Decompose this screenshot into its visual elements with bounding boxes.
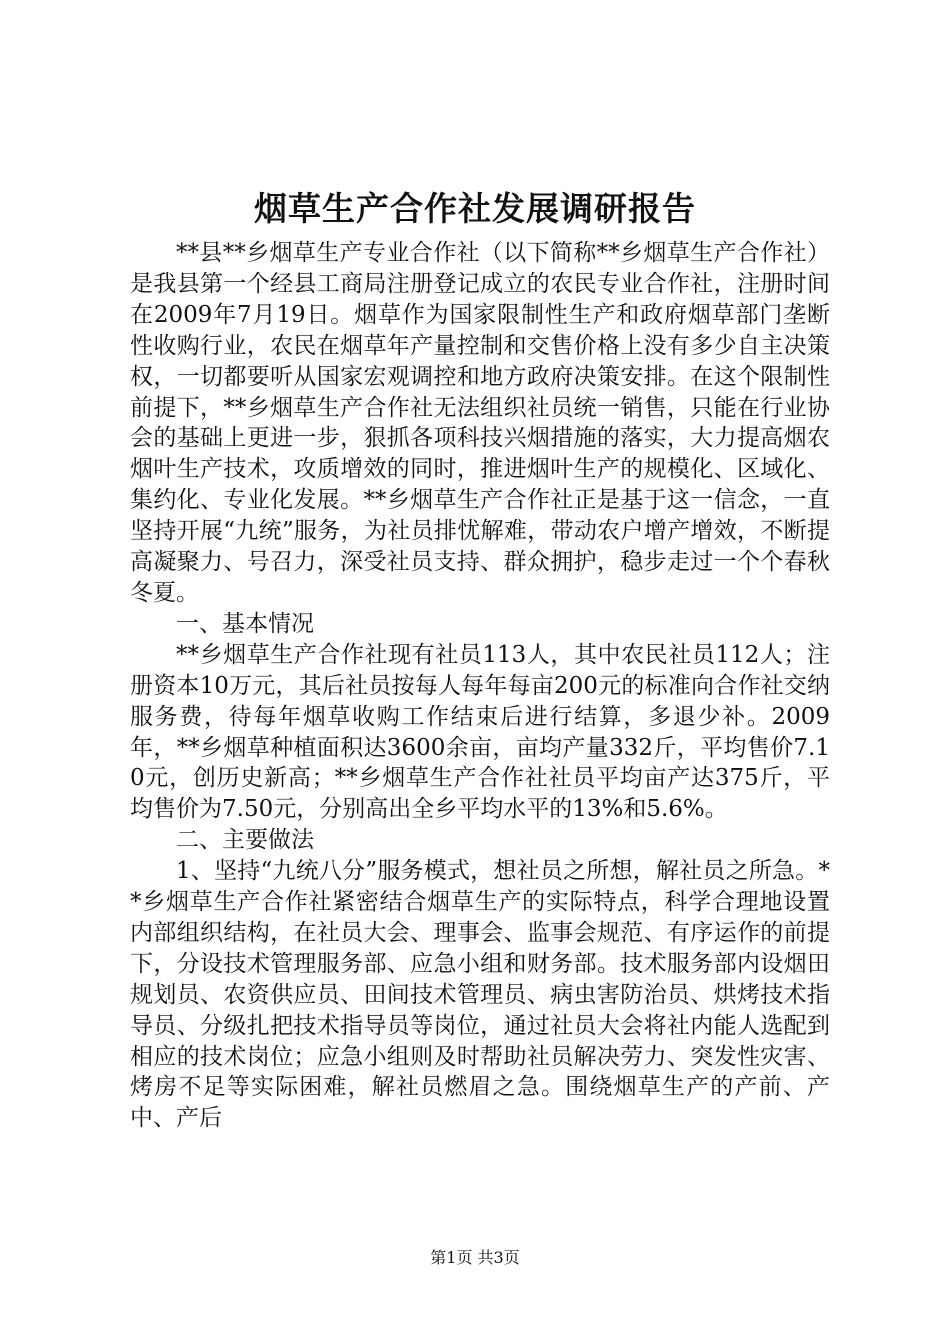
document-title: 烟草生产合作社发展调研报告 bbox=[254, 189, 696, 228]
page-footer: 第1页 共3页 bbox=[430, 1248, 520, 1267]
section-heading-basic-situation: 一、基本情况 bbox=[176, 610, 314, 637]
document-body bbox=[130, 238, 830, 1134]
section-heading-main-practices: 二、主要做法 bbox=[176, 827, 314, 854]
paragraph-intro: **县**乡烟草生产专业合作社（以下简称**乡烟草生产合作社）是我县第一个经县工商局注册登记成立的农民专业合作社，注册时间在2009年7月19日。烟草作为国家限制性生产和政府烟草部门垄断性收购行业，农民在烟草年产量控制和交售价格上没有多少自主决策权，一切都要听从国家宏观调控和地方政府决策安排。在这个限制性前提下，**乡烟草生产合作社无法组织社员统一销售，只能在行业协会的基础上更进一步，狠抓各项科技兴烟措施的落实，大力提高烟农烟叶生产技术，攻质增效的同时，推进烟叶生产的规模化、区域化、集约化、专业化发展。**乡烟草生产合作社正是基于这一信念，一直坚持开展“九统”服务，为社员排忧解难，带动农户增产增效，不断提高凝聚力、号召力，深受社员支持、群众拥护，稳步走过一个个春秋冬夏。 bbox=[130, 240, 830, 606]
paragraph-main-practices: 1、坚持“九统八分”服务模式，想社员之所想，解社员之所急。**乡烟草生产合作社紧密结合烟草生产的实际特点，科学合理地设置内部组织结构，在社员大会、理事会、监事会规范、有序运作的前提下，分设技术管理服务部、应急小组和财务部。技术服务部内设烟田规划员、农资供应员、田间技术管理员、病虫害防治员、烘烤技术指导员、分级扎把技术指导员等岗位，通过社员大会将社内能人选配到相应的技术岗位；应急小组则及时帮助社员解决劳力、突发性灾害、烤房不足等实际困难，解社员燃眉之急。围绕烟草生产的产前、产中、产后 bbox=[130, 858, 830, 1132]
paragraph-basic-situation: **乡烟草生产合作社现有社员113人，其中农民社员112人；注册资本10万元，其后社员按每人每年每亩200元的标准向合作社交纳服务费，待每年烟草收购工作结束后进行结算，多退少补。2009年，**乡烟草种植面积达3600余亩，亩均产量332斤，平均售价7.10元，创历史新高；**乡烟草生产合作社社员平均亩产达375斤，平均售价为7.50元，分别高出全乡平均水平的13%和5.6%。 bbox=[130, 641, 830, 823]
